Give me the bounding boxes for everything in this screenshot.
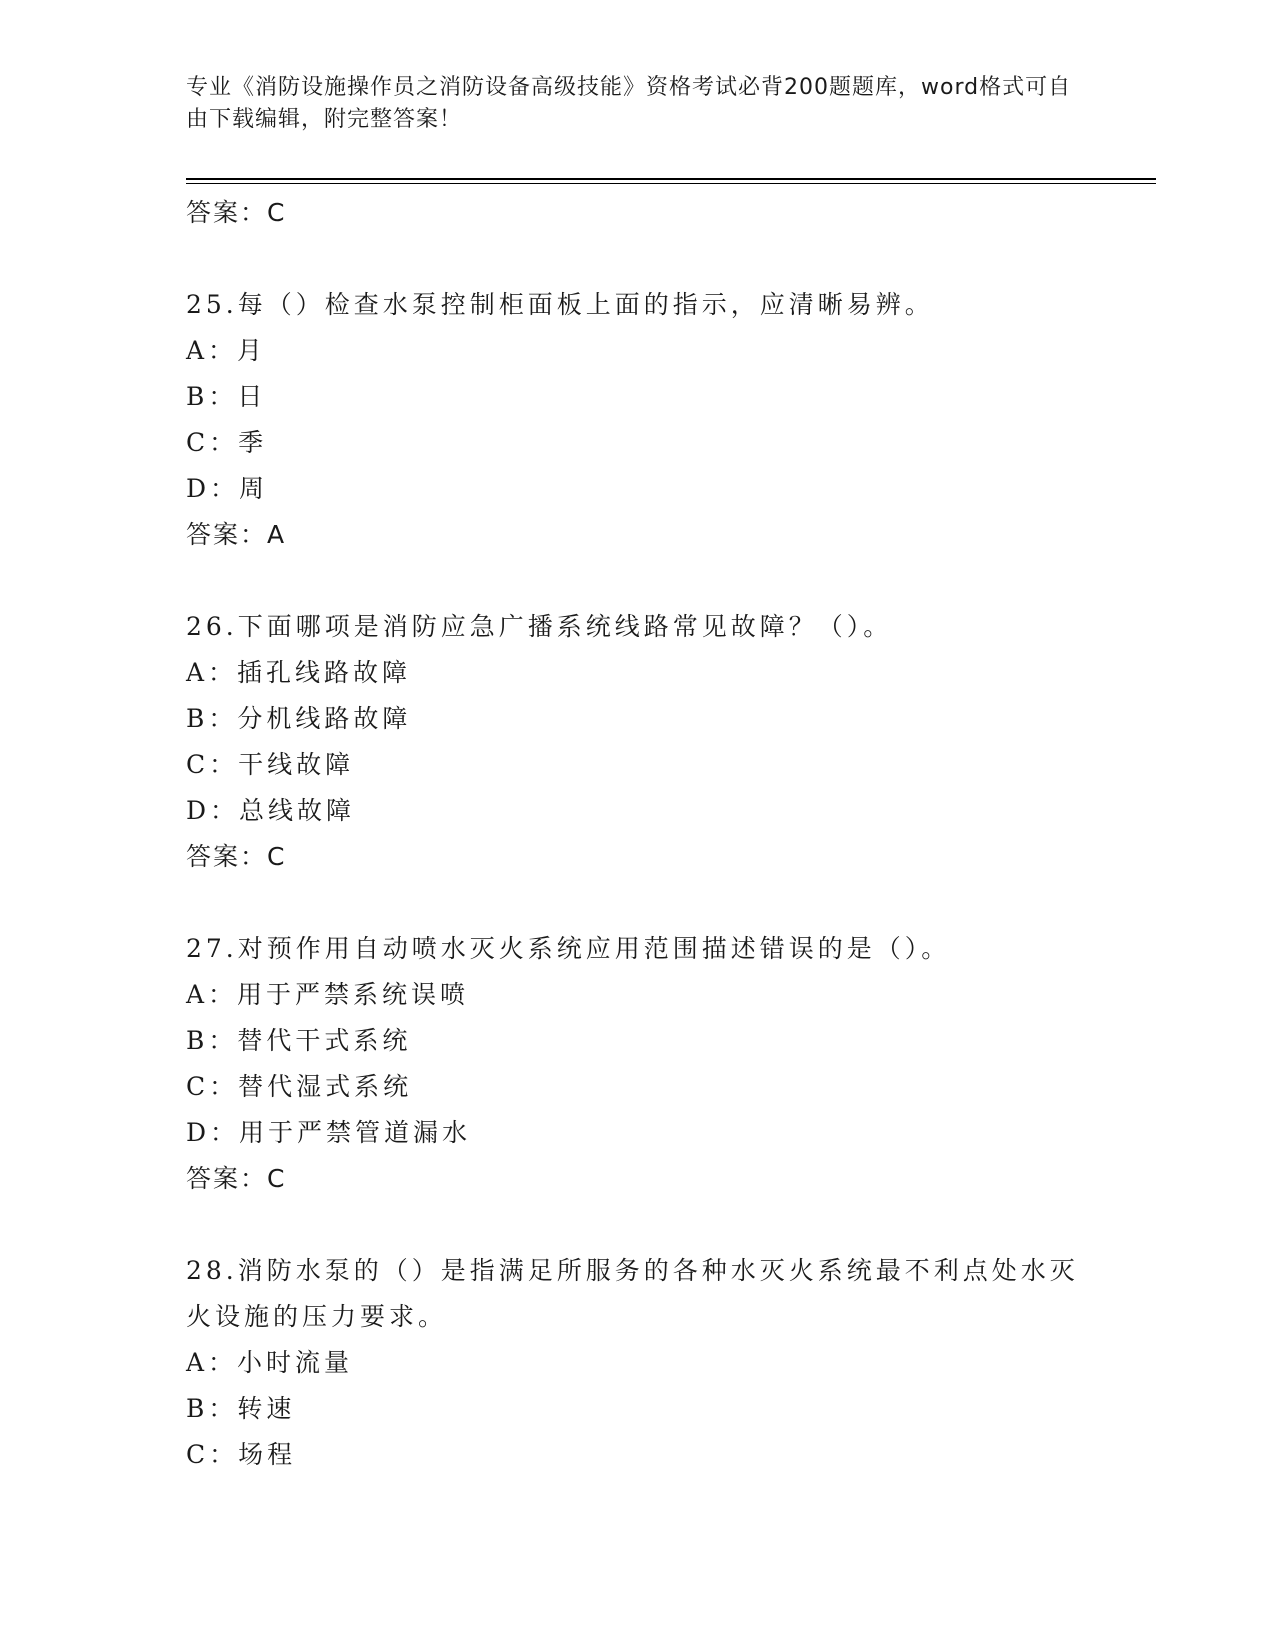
question-27 [186, 926, 1086, 1202]
option-d: D：总线故障 [186, 796, 356, 825]
question-number: 26. [186, 612, 238, 641]
option-b: B：日 [186, 382, 267, 411]
option-c: C：替代湿式系统 [186, 1072, 413, 1101]
question-text [186, 282, 1086, 328]
header-divider-thin [186, 183, 1156, 184]
option-a: A：月 [186, 336, 267, 365]
question-stem: 对预作用自动喷水灭火系统应用范围描述错误的是（）。 [237, 934, 951, 963]
option-b: B：替代干式系统 [186, 1026, 412, 1055]
option-a: A：小时流量 [186, 1348, 354, 1377]
option-c: C：场程 [186, 1440, 297, 1469]
question-26 [186, 604, 1086, 880]
question-number: 27. [186, 934, 238, 963]
prev-answer: 答案：C [186, 198, 287, 227]
document-header: 专业《消防设施操作员之消防设备高级技能》资格考试必背200题题库，word格式可自由下载编辑，附完整答案！ [186, 75, 1072, 132]
option-b: B：转速 [186, 1394, 296, 1423]
question-text [186, 604, 1086, 650]
question-number: 28. [186, 1256, 238, 1285]
option-b: B：分机线路故障 [186, 704, 412, 733]
answer: 答案：C [186, 842, 287, 871]
option-d: D：用于严禁管道漏水 [186, 1118, 472, 1147]
option-d: D：周 [186, 474, 269, 503]
option-c: C：季 [186, 428, 268, 457]
question-text [186, 926, 1086, 972]
question-stem: 每（）检查水泵控制柜面板上面的指示，应清晰易辨。 [237, 290, 934, 319]
header-divider [186, 178, 1156, 180]
answer: 答案：C [186, 1164, 287, 1193]
question-25 [186, 282, 1086, 558]
option-c: C：干线故障 [186, 750, 355, 779]
option-a: A：插孔线路故障 [186, 658, 412, 687]
option-a: A：用于严禁系统误喷 [186, 980, 470, 1009]
question-28 [186, 1248, 1086, 1478]
answer: 答案：A [186, 520, 287, 549]
question-number: 25. [186, 290, 238, 319]
question-text [186, 1248, 1086, 1340]
question-stem: 消防水泵的（）是指满足所服务的各种水灭火系统最不利点处水灭火设施的压力要求。 [186, 1256, 1079, 1331]
question-list [186, 190, 1086, 1478]
question-stem: 下面哪项是消防应急广播系统线路常见故障？（）。 [237, 612, 893, 641]
